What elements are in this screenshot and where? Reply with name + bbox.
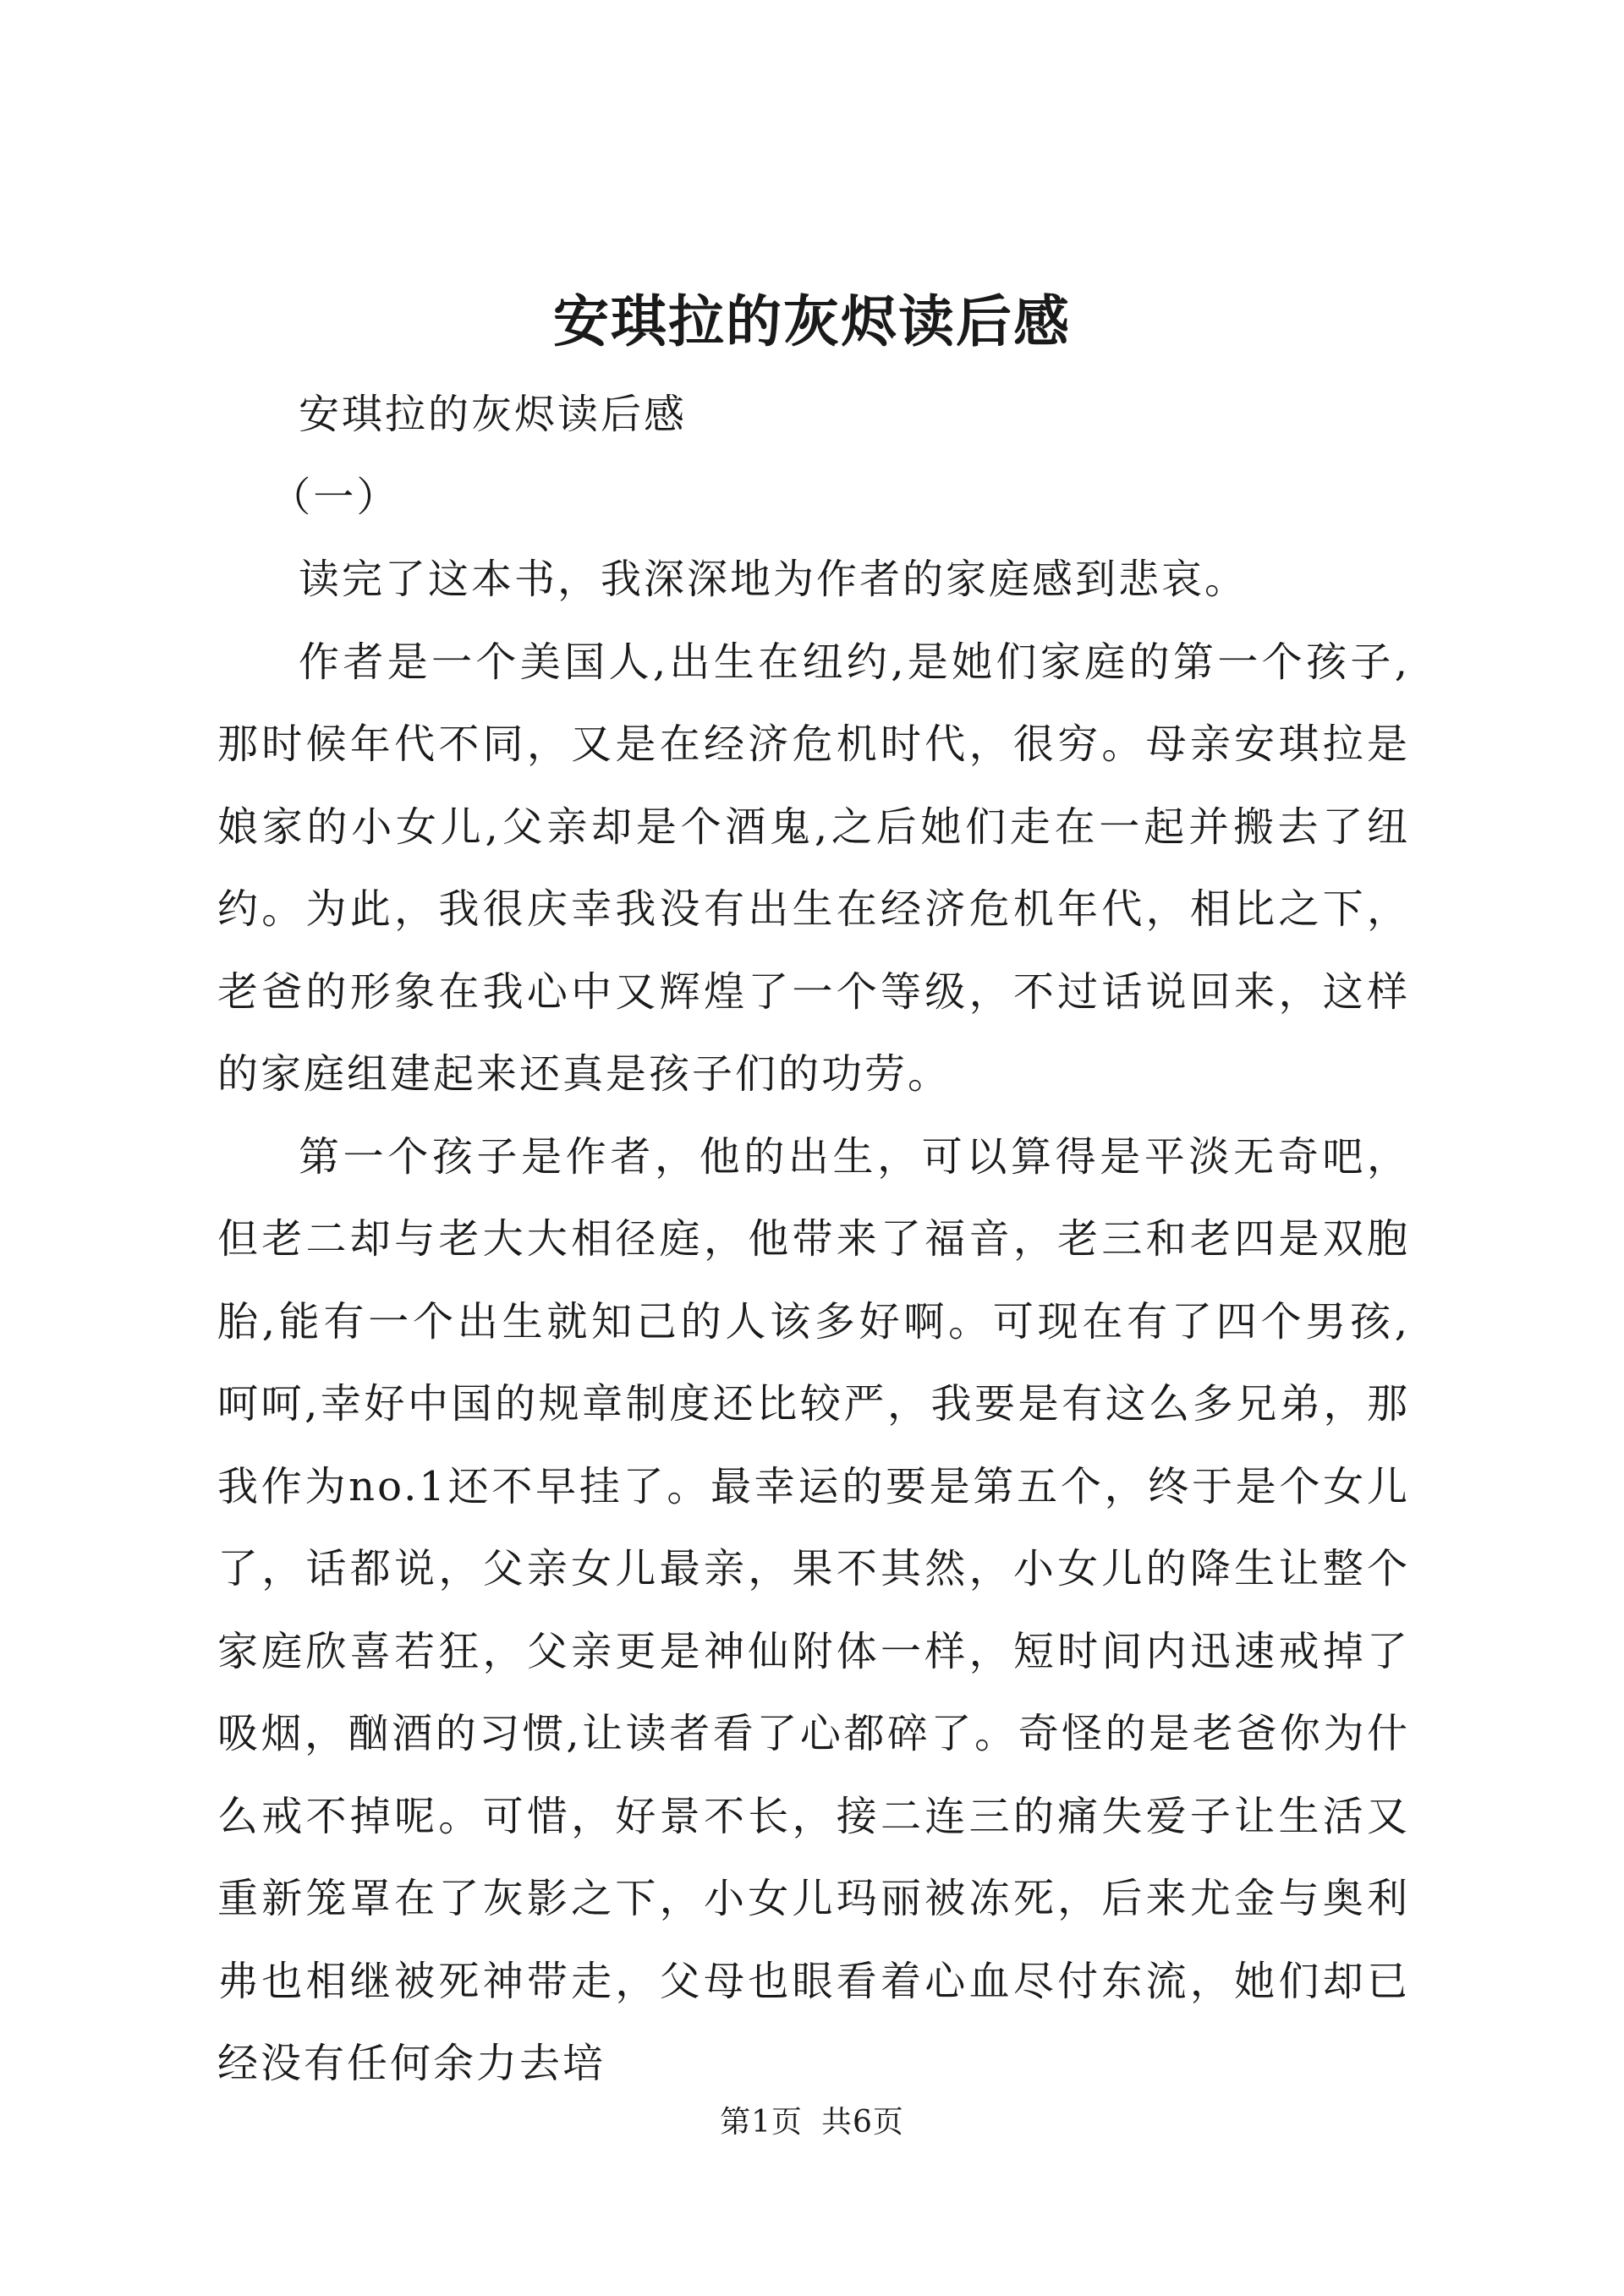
paragraph: 第一个孩子是作者，他的出生，可以算得是平淡无奇吧，但老二却与老大大相径庭，他带来了福音，老三和老四是双胞胎,能有一个出生就知己的人该多好啊。可现在有了四个男孩,呵呵,幸好中国的规章制度还比较严，我要是有这么多兄弟，那我作为no.1还不早挂了。最幸运的要是第五个，终于是个女儿了，话都说，父亲女儿最亲，果不其然，小女儿的降生让整个家庭欣喜若狂，父亲更是神仙附体一样，短时间内迅速戒掉了吸烟，酗酒的习惯,让读者看了心都碎了。奇怪的是老爸你为什么戒不掉呢。可惜，好景不长，接二连三的痛失爱子让生活又重新笼罩在了灰影之下，小女儿玛丽被冻死，后来尤金与奥利弗也相继被死神带走，父母也眼看着心血尽付东流，她们却已经没有任何余力去培: [217, 1132, 1410, 2087]
document-body: [217, 374, 1410, 2106]
section-number: （一）: [270, 473, 400, 521]
page-footer: [0, 2097, 1624, 2148]
document-title: 安琪拉的灰烬读后感: [553, 288, 1071, 354]
paragraph: 读完了这本书，我深深地为作者的家庭感到悲哀。: [299, 556, 1248, 603]
paragraph: 作者是一个美国人,出生在纽约,是她们家庭的第一个孩子,那时候年代不同，又是在经济危机时代，很穷。母亲安琪拉是娘家的小女儿,父亲却是个酒鬼,之后她们走在一起并搬去了纽约。为此，我很庆幸我没有出生在经济危机年代，相比之下，老爸的形象在我心中又辉煌了一个等级，不过话说回来，这样的家庭组建起来还真是孩子们的功劳。: [217, 638, 1410, 1098]
subtitle-paragraph: 安琪拉的灰烬读后感: [299, 391, 688, 438]
page-number: 第1页: [720, 2105, 803, 2140]
total-pages: 共6页: [821, 2105, 904, 2140]
